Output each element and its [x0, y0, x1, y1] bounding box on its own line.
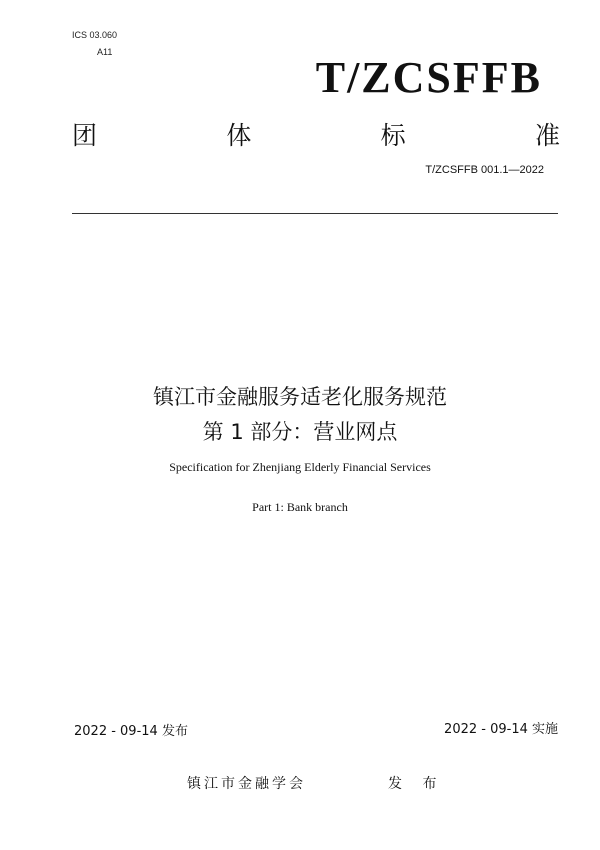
- heading-char: 标: [380, 121, 406, 150]
- heading-char: 准: [534, 121, 560, 150]
- heading-char: 团: [72, 121, 98, 150]
- issuer-name: 镇江市金融学会: [187, 776, 306, 792]
- title-en-line2: Part 1: Bank branch: [252, 500, 348, 514]
- implement-date: 2022 - 09-14 实施: [444, 722, 558, 737]
- group-standard-heading: [72, 116, 560, 152]
- ics-code: ICS 03.060: [72, 30, 118, 40]
- title-cn-line2: 第 1 部分：营业网点: [202, 420, 398, 444]
- title-en-line1: Specification for Zhenjiang Elderly Financial Services: [169, 460, 431, 474]
- header-divider: [72, 213, 558, 214]
- title-cn-line1: 镇江市金融服务适老化服务规范: [153, 385, 447, 409]
- standard-logo: T/ZCSFFB: [315, 53, 542, 102]
- standard-number: T/ZCSFFB 001.1—2022: [425, 164, 544, 176]
- ccs-code: A11: [97, 47, 113, 57]
- publish-date: 2022 - 09-14 发布: [74, 724, 188, 739]
- heading-char: 体: [226, 121, 252, 150]
- issue-label: 发 布: [388, 776, 445, 792]
